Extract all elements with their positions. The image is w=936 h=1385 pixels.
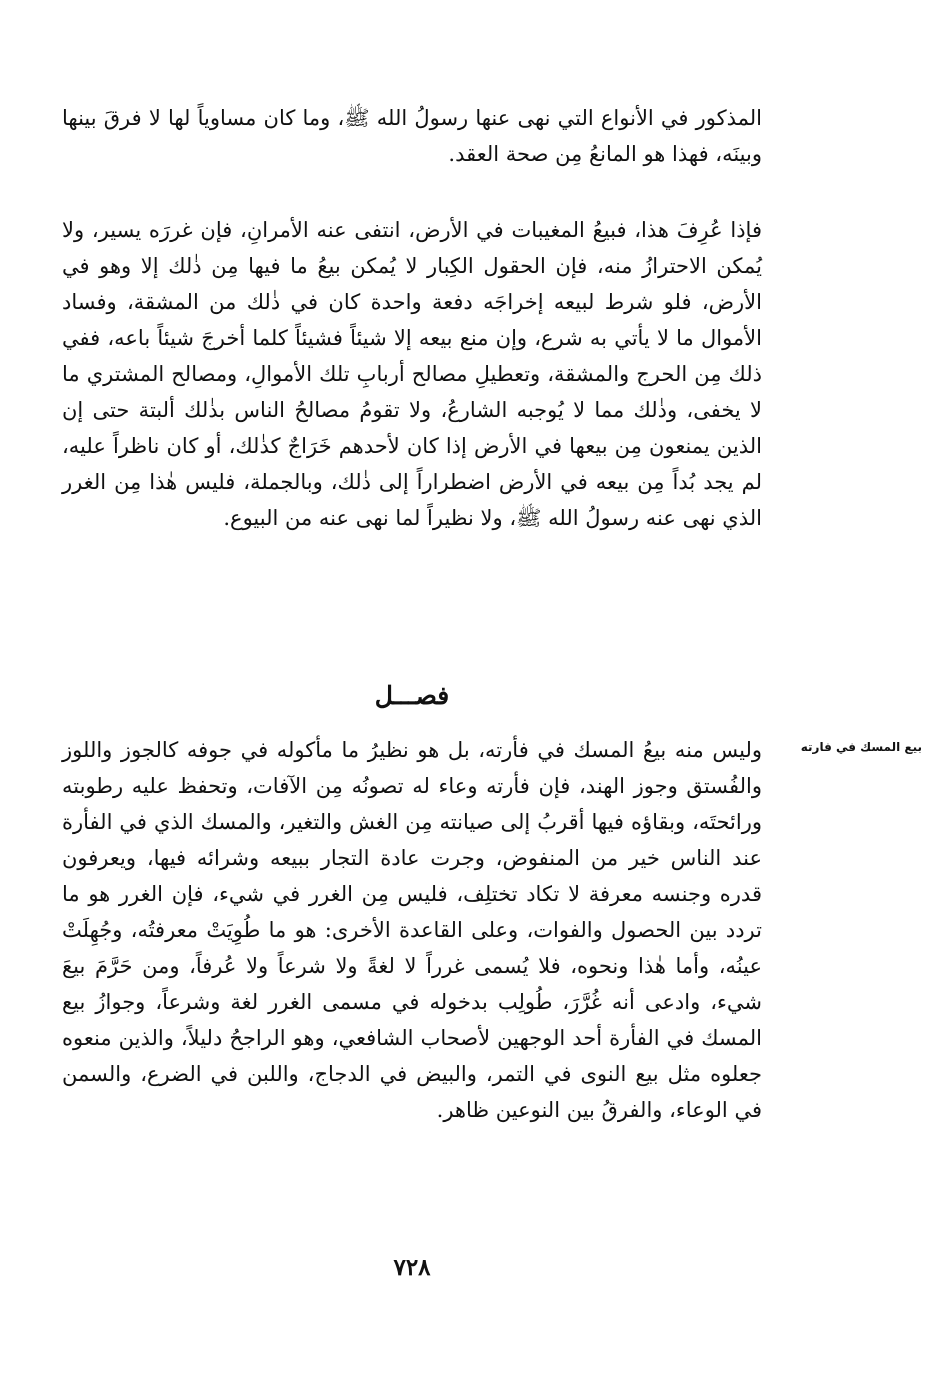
paragraph-2: فإذا عُرِفَ هذا، فبيعُ المغيبات في الأرض، انتفى عنه الأمرانِ، فإن غررَه يسير، ولا يُمكن الاحترازُ منه، فإن الحقول الكِبار لا يُمكن بيعُ ما فيها مِن ذٰلك إلا وهو في الأرض، فلو شرط لبيعه إخراجَه دفعة واحدة كان في ذٰلك من المشقة، وفساد الأموال ما لا يأتي به شرع، وإن منع بيعه إلا شيئاً فشيئاً كلما أخرجَ شيئاً باعه، ففي ذلك مِن الحرج والمشقة، وتعطيلِ مصالح أربابِ تلك الأموالِ، ومصالح المشتري ما لا يخفى، وذٰلك مما لا يُوجبه الشارعُ، ولا تقومُ مصالحُ الناس بذٰلك ألبتة حتى إن الذين يمنعون مِن بيعها في الأرض إذا كان لأحدهم خَرَاجٌ كذٰلك، أو كان ناظراً عليه، لم يجد بُداً مِن بيعه في الأرض اضطراراً إلى ذٰلك، وبالجملة، فليس هٰذا مِن الغرر الذي نهى عنه رسولُ الله ﷺ، ولا نظيراً لما نهى عنه من البيوع. — [62, 218, 762, 530]
margin-note: بيع المسك في فارته — [800, 740, 922, 754]
paragraph-1: المذكور في الأنواع التي نهى عنها رسولُ الله ﷺ، وما كان مساوياً لها لا فرقَ بينها وبينَه، فهذا هو المانعُ مِن صحة العقد. — [62, 106, 762, 166]
section-heading: فصـــل — [374, 681, 450, 710]
page-number: ٧٢٨ — [393, 1254, 431, 1281]
paragraph-3: وليس منه بيعُ المسك في فأرته، بل هو نظيرُ ما مأكوله في جوفه كالجوز واللوز والفُستق وجوز الهند، فإن فأرته وعاء له تصونُه مِن الآفات، وتحفظ عليه رطوبته ورائحتَه، وبقاؤه فيها أقربُ إلى صيانته مِن الغش والتغير، والمسك الذي في الفأرة عند الناس خير من المنفوض، وجرت عادة التجار ببيعه وشرائه فيها، ويعرفون قدره وجنسه معرفة لا تكاد تختلِف، فليس مِن الغرر في شيء، فإن الغرر هو ما تردد بين الحصول والفوات، وعلى القاعدة الأخرى: هو ما طُوِيَتْ معرفتُه، وجُهِلَتْ عينُه، وأما هٰذا ونحوه، فلا يُسمى غرراً لا لغةً ولا شرعاً ولا عُرفاً، ومن حَرَّمَ بيعَ شيء، وادعى أنه غُرَّرَ، طُولِب بدخوله في مسمى الغرر لغة وشرعاً، وجوازُ بيع المسك في الفأرة أحد الوجهين لأصحاب الشافعي، وهو الراجحُ دليلاً، والذين منعوه جعلوه مثل بيع النوى في التمر، والبيض في الدجاج، واللبن في الضرع، والسمن في الوعاء، والفرقُ بين النوعين ظاهر. — [62, 738, 762, 1122]
